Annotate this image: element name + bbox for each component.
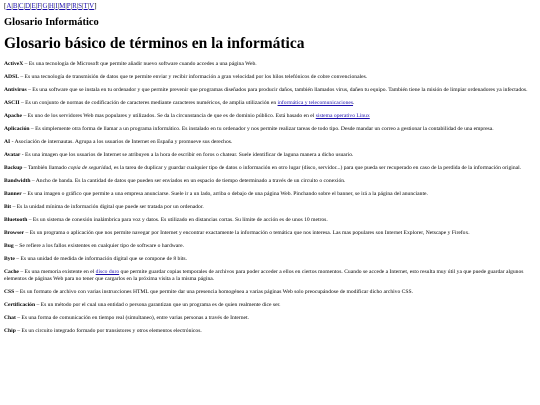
glossary-term: CSS (4, 289, 15, 296)
definition-text: – Es un circuito integrado formado por transistores y otros elementos electrónicos. (17, 328, 202, 335)
definition-text: – Se refiere a los fallos existentes en cualquier tipo de software o hardware. (15, 243, 185, 249)
index-letter-p[interactable]: P (66, 2, 71, 10)
definition-text: – Es una imagen o gráfico que permite a una empresa anunciarse. Suele ir a un lado, arriba o debajo de una página Web. Pinchando sobre el banner, se irá a la página del anunciante. (23, 191, 428, 197)
definition-text: - Asociación de internautas. Agrupa a los usuarios de Internet en España y promueve sus derechos. (11, 139, 233, 145)
nav-separator: | (23, 2, 25, 10)
nav-separator: | (70, 2, 73, 10)
nav-separator: | (53, 2, 56, 10)
nav-separator: | (17, 2, 19, 10)
definition-text: – Es una tecnología de transmisión de datos que te permite enviar y recibir información a gran velocidad por los hilos telefónicos de cobre convencionales. (20, 74, 368, 80)
definition-text: – Es un programa o aplicación que nos permite navegar por Internet y encontrar exactamente la información o temática que nos interesa. Las mas populares son Internet Explorer, Netscape y Firefox. (25, 230, 470, 236)
glossary-term: Antivirus (4, 87, 27, 93)
glossary-entry (4, 139, 536, 146)
glossary-entry (4, 230, 536, 237)
definition-link[interactable]: sistema operativo Linux (315, 113, 370, 119)
glossary-entry (4, 191, 536, 198)
index-letter-s[interactable]: S (78, 2, 83, 10)
index-letter-e[interactable]: E (31, 2, 36, 10)
definition-text: – Es una memoria existente en el (20, 269, 96, 275)
definition-text: – También llamado (23, 165, 69, 171)
definition-text: – Es una tecnología de Microsoft que permite añadir nuevo software cuando accedes a una página Web. (24, 61, 257, 67)
glossary-entry (4, 113, 536, 120)
glossary-entry (4, 217, 536, 224)
definition-text: , es la tarea de duplicar y guardar cualquier tipo de datos o información en otro lugar (disco, servidor...) para que pueda ser recuperado en caso de la perdida de la información original. (111, 165, 522, 171)
glossary-entry (4, 74, 536, 81)
definition-text: – Ancho de banda. Es la cantidad de datos que pueden ser enviados en un espacio de tiempo determinado a través de un circuito o conexión. (31, 178, 346, 184)
nav-separator: | (87, 2, 90, 10)
definition-text: – Es un conjunto de normas de codificación de caracteres mediante caracteres numéricos, de amplia utilización en (20, 100, 278, 106)
glossary-term: Avatar (4, 152, 21, 158)
glossary-entry (4, 243, 536, 250)
glossary-term: Cache (4, 269, 19, 275)
glossary-term: Bluetooth (4, 217, 28, 223)
glossary-term: Apache (4, 113, 23, 119)
nav-separator: | (41, 2, 43, 10)
nav-separator: | (35, 2, 38, 10)
nav-separator: | (47, 2, 49, 10)
definition-text: – Es uno de los servidores Web mas populares y utilizados. Se da la circunstancia de que es de dominio público. Está basado en el (23, 113, 316, 119)
definition-text: – Es un sistema de conexión inalámbrica para voz y datos. Es utilizado en distancias cortas. Su límite de acción es de unos 10 metros. (28, 217, 328, 223)
definition-text: - Es una imagen que los usuarios de Internet se atribuyen a la hora de escribir en foros o chatear. Suele identificar de laguna manera a dicho usuario. (21, 152, 354, 158)
glossary-entry (4, 126, 536, 133)
definition-text: – Es una forma de comunicación en tiempo real (simultaneo), entre varias personas a través de Internet. (17, 315, 249, 322)
index-letter-h[interactable]: H (48, 2, 54, 10)
glossary-entry (4, 256, 536, 263)
definition-text: que permite guardar copias temporales de archivos para poder acceder a ellos en ciertos momentos. Cuando se accede a Internet, esto resulta muy útil ya que puede guardar algunos elementos de páginas Web para no tener que cargarlos en la próxima visita a la misma página. (4, 269, 524, 283)
glossary-entry (4, 178, 536, 185)
glossary-entry (4, 204, 536, 211)
definition-emphasis: copia de seguridad (68, 165, 112, 171)
definition-link[interactable]: informática y telecomunicaciones (277, 100, 354, 106)
alphabet-index-nav (4, 2, 536, 11)
glossary-term: Browser (4, 230, 25, 236)
index-letter-c[interactable]: C (18, 2, 24, 10)
nav-separator: | (30, 2, 32, 10)
glossary-entry (4, 87, 536, 94)
nav-separator: | (11, 2, 13, 10)
definition-text: – Es simplemente otra forma de llamar a un programa informático. Es instalado en tu ordenador y nos permite realizar tareas de todo tipo. Desde mandar un correo a gestionar la contabilidad de una empresa. (30, 126, 494, 132)
glossary-entry (4, 289, 536, 296)
index-letter-b[interactable]: B (12, 2, 18, 10)
glossary-term: Aplicación (4, 126, 30, 132)
glossary-entry (4, 165, 536, 172)
glossary-term: Chat (4, 315, 16, 322)
definition-text: – Es una unidad de medida de información digital que se compone de 8 bits. (16, 256, 188, 262)
index-letter-a[interactable]: A (6, 2, 12, 10)
nav-separator: ] (94, 2, 97, 10)
definition-text: – Es una software que se instala en tu ordenador y que permite prevenir que programas diseñados para producir daños, también llamados virus, dañen tu equipo. También tiene la misión de limpiar ordenadores ya infectados. (28, 87, 528, 93)
glossary-term: Bug (4, 243, 14, 249)
glossary-entry (4, 269, 536, 284)
glossary-term: AI (4, 139, 11, 145)
nav-separator: | (65, 2, 67, 10)
index-letter-d[interactable]: D (24, 2, 31, 10)
index-letter-f[interactable]: F (37, 2, 42, 10)
glossary-entry (4, 302, 536, 309)
glossary-term: Chip (4, 328, 16, 335)
index-letter-r[interactable]: R (72, 2, 77, 10)
site-title: Glosario Informático (4, 17, 99, 28)
glossary-term: ASCII (4, 100, 20, 106)
index-letter-g[interactable]: G (42, 2, 48, 10)
glossary-term: Bandwidth (4, 178, 31, 184)
definition-text: – Es un formato de archivo con varias instrucciones HTML que permite dar una presencia homogénea a varias páginas Web solo preocupándose de modificar dicho archivo CSS. (15, 289, 414, 296)
glossary-term: Byte (4, 256, 15, 262)
glossary-term: Bit (4, 204, 12, 210)
glossary-term: ADSL (4, 74, 19, 80)
nav-bracket: [ (4, 2, 7, 10)
nav-separator: | (76, 2, 79, 10)
glossary-list (4, 61, 536, 336)
glossary-entry (4, 328, 536, 335)
definition-text: . (353, 100, 355, 106)
glossary-entry (4, 152, 536, 159)
definition-link[interactable]: disco duro (95, 269, 120, 275)
glossary-term: Backup (4, 165, 23, 171)
index-letter-i[interactable]: I (55, 2, 58, 10)
nav-separator: | (82, 2, 84, 10)
definition-text: – Es un método por el cual una entidad o persona garantizan que un programa es de quien realmente dice ser. (36, 302, 281, 309)
index-letter-t[interactable]: T (83, 2, 88, 10)
glossary-term: Certificación (4, 302, 36, 309)
index-letter-v[interactable]: V (89, 2, 95, 10)
definition-text: – Es la unidad mínima de información digital que puede ser tratada por un ordenador. (12, 204, 204, 210)
glossary-entry (4, 315, 536, 322)
page-title: Glosario básico de términos en la informática (4, 35, 305, 52)
glossary-term: Banner (4, 191, 22, 197)
nav-separator: | (57, 2, 60, 10)
glossary-entry (4, 100, 536, 107)
index-letter-m[interactable]: M (59, 2, 66, 10)
glossary-term: ActiveX (4, 61, 24, 67)
glossary-entry (4, 61, 536, 68)
